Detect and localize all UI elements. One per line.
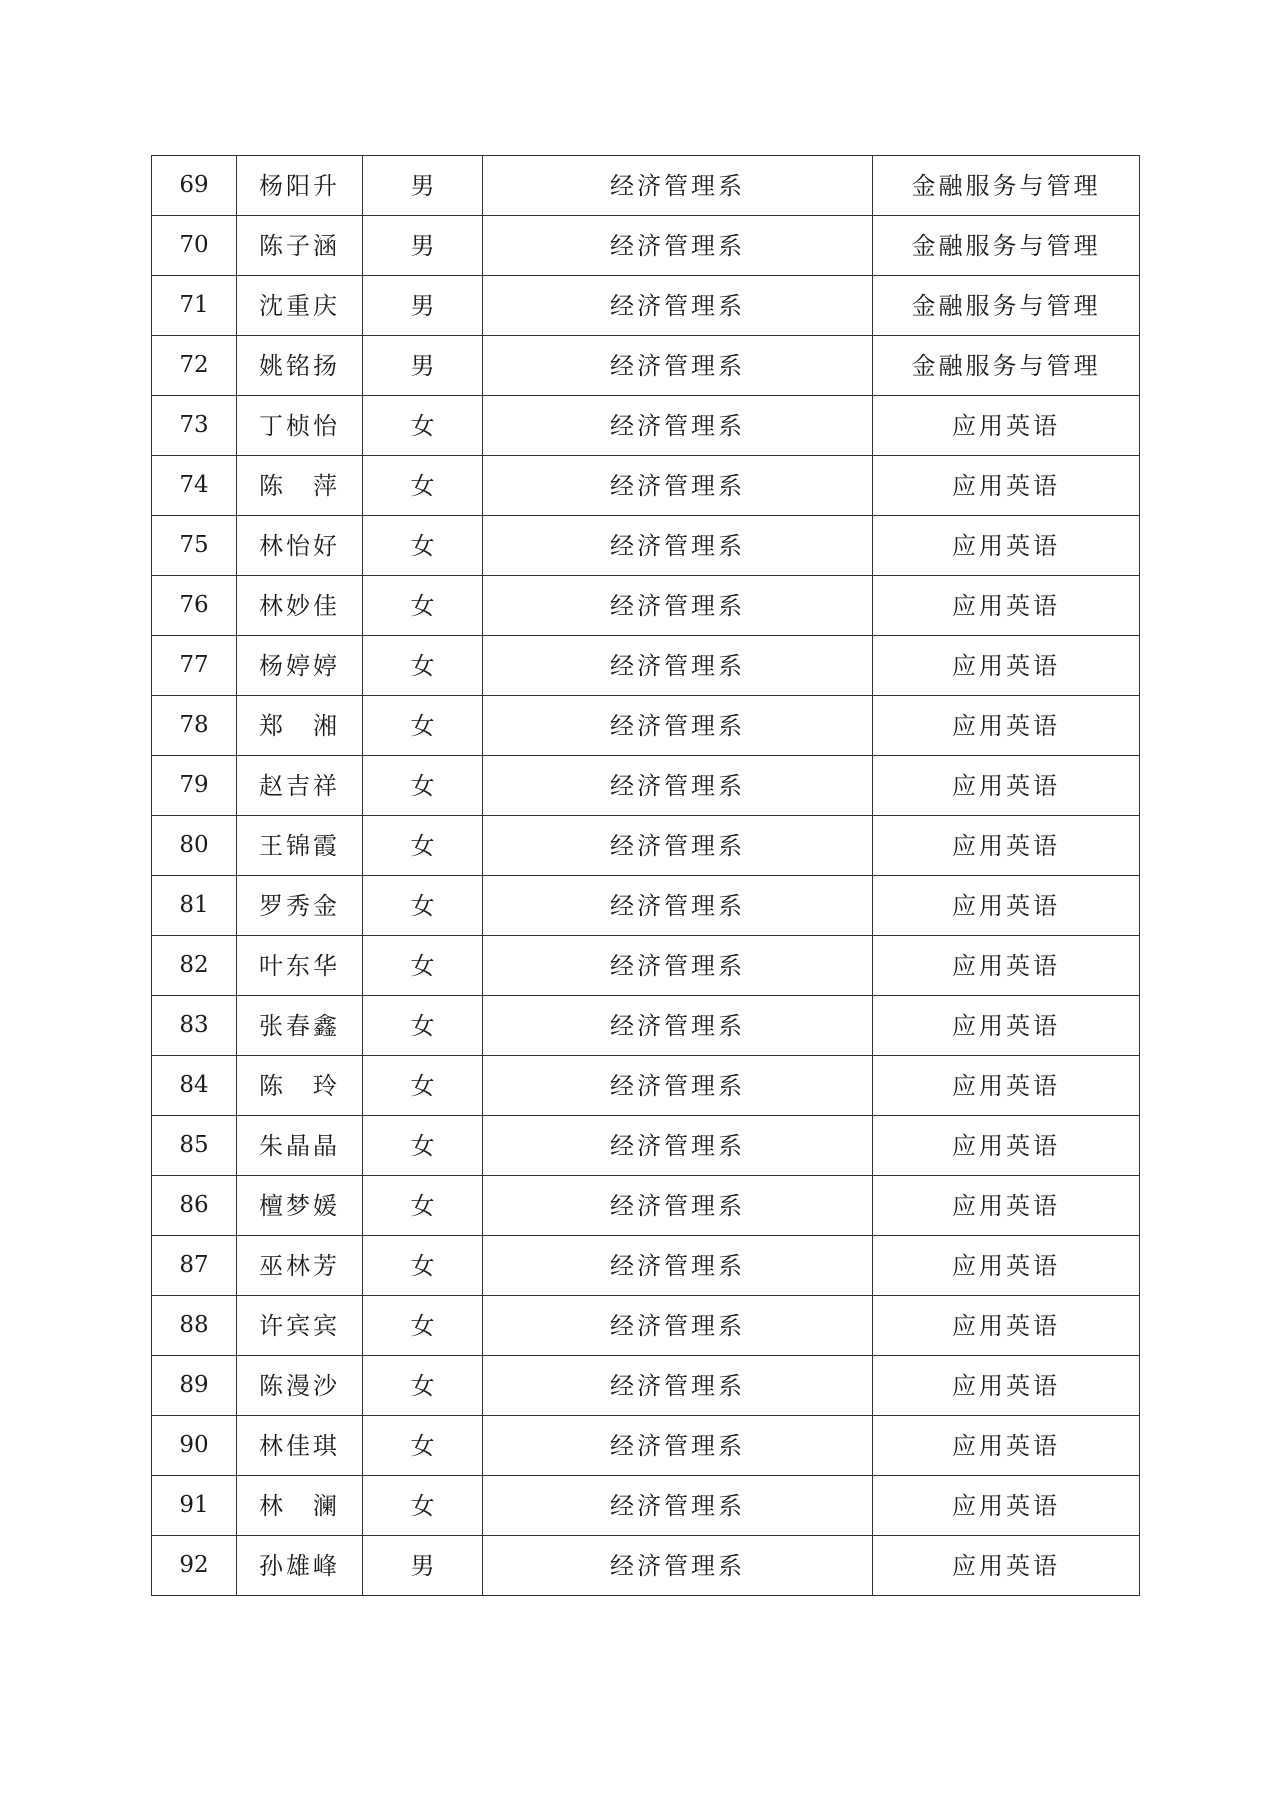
row-number-cell: 73 bbox=[152, 396, 237, 456]
student-name-cell: 林 澜 bbox=[237, 1476, 363, 1536]
row-number-cell: 78 bbox=[152, 696, 237, 756]
table-row bbox=[152, 1296, 1140, 1356]
row-number-cell: 75 bbox=[152, 516, 237, 576]
major-cell: 应用英语 bbox=[873, 1056, 1140, 1116]
table-row bbox=[152, 996, 1140, 1056]
gender-cell: 女 bbox=[363, 876, 483, 936]
major-cell: 应用英语 bbox=[873, 1176, 1140, 1236]
table-row bbox=[152, 1536, 1140, 1596]
student-name-cell: 孙雄峰 bbox=[237, 1536, 363, 1596]
student-name-cell: 赵吉祥 bbox=[237, 756, 363, 816]
row-number-cell: 72 bbox=[152, 336, 237, 396]
gender-cell: 女 bbox=[363, 996, 483, 1056]
gender-cell: 女 bbox=[363, 636, 483, 696]
row-number-cell: 88 bbox=[152, 1296, 237, 1356]
department-cell: 经济管理系 bbox=[483, 1056, 873, 1116]
gender-cell: 男 bbox=[363, 156, 483, 216]
table-row bbox=[152, 1116, 1140, 1176]
table-row bbox=[152, 156, 1140, 216]
department-cell: 经济管理系 bbox=[483, 936, 873, 996]
table-row bbox=[152, 876, 1140, 936]
major-cell: 应用英语 bbox=[873, 1536, 1140, 1596]
major-cell: 应用英语 bbox=[873, 1236, 1140, 1296]
major-cell: 应用英语 bbox=[873, 1296, 1140, 1356]
row-number-cell: 81 bbox=[152, 876, 237, 936]
gender-cell: 女 bbox=[363, 816, 483, 876]
department-cell: 经济管理系 bbox=[483, 576, 873, 636]
department-cell: 经济管理系 bbox=[483, 1296, 873, 1356]
major-cell: 应用英语 bbox=[873, 696, 1140, 756]
department-cell: 经济管理系 bbox=[483, 1356, 873, 1416]
gender-cell: 女 bbox=[363, 1296, 483, 1356]
major-cell: 应用英语 bbox=[873, 996, 1140, 1056]
student-name-cell: 杨阳升 bbox=[237, 156, 363, 216]
gender-cell: 男 bbox=[363, 216, 483, 276]
major-cell: 金融服务与管理 bbox=[873, 156, 1140, 216]
major-cell: 应用英语 bbox=[873, 876, 1140, 936]
major-cell: 应用英语 bbox=[873, 576, 1140, 636]
table-row bbox=[152, 276, 1140, 336]
table-row bbox=[152, 936, 1140, 996]
student-name-cell: 陈 玲 bbox=[237, 1056, 363, 1116]
table-row bbox=[152, 756, 1140, 816]
department-cell: 经济管理系 bbox=[483, 1176, 873, 1236]
student-name-cell: 罗秀金 bbox=[237, 876, 363, 936]
department-cell: 经济管理系 bbox=[483, 816, 873, 876]
gender-cell: 女 bbox=[363, 936, 483, 996]
department-cell: 经济管理系 bbox=[483, 1116, 873, 1176]
row-number-cell: 85 bbox=[152, 1116, 237, 1176]
table-row bbox=[152, 816, 1140, 876]
table-row bbox=[152, 396, 1140, 456]
row-number-cell: 74 bbox=[152, 456, 237, 516]
student-name-cell: 檀梦媛 bbox=[237, 1176, 363, 1236]
department-cell: 经济管理系 bbox=[483, 276, 873, 336]
department-cell: 经济管理系 bbox=[483, 1236, 873, 1296]
table-row bbox=[152, 336, 1140, 396]
major-cell: 金融服务与管理 bbox=[873, 336, 1140, 396]
row-number-cell: 91 bbox=[152, 1476, 237, 1536]
gender-cell: 男 bbox=[363, 1536, 483, 1596]
gender-cell: 女 bbox=[363, 1176, 483, 1236]
gender-cell: 女 bbox=[363, 696, 483, 756]
row-number-cell: 76 bbox=[152, 576, 237, 636]
gender-cell: 男 bbox=[363, 276, 483, 336]
student-roster-table bbox=[151, 155, 1140, 1596]
gender-cell: 女 bbox=[363, 516, 483, 576]
gender-cell: 女 bbox=[363, 1476, 483, 1536]
table-row bbox=[152, 696, 1140, 756]
row-number-cell: 89 bbox=[152, 1356, 237, 1416]
major-cell: 应用英语 bbox=[873, 1116, 1140, 1176]
major-cell: 应用英语 bbox=[873, 1356, 1140, 1416]
row-number-cell: 90 bbox=[152, 1416, 237, 1476]
row-number-cell: 87 bbox=[152, 1236, 237, 1296]
row-number-cell: 84 bbox=[152, 1056, 237, 1116]
major-cell: 金融服务与管理 bbox=[873, 276, 1140, 336]
major-cell: 应用英语 bbox=[873, 1476, 1140, 1536]
row-number-cell: 70 bbox=[152, 216, 237, 276]
student-name-cell: 沈重庆 bbox=[237, 276, 363, 336]
major-cell: 应用英语 bbox=[873, 456, 1140, 516]
student-name-cell: 朱晶晶 bbox=[237, 1116, 363, 1176]
student-name-cell: 张春鑫 bbox=[237, 996, 363, 1056]
department-cell: 经济管理系 bbox=[483, 516, 873, 576]
student-name-cell: 巫林芳 bbox=[237, 1236, 363, 1296]
table-row bbox=[152, 576, 1140, 636]
major-cell: 金融服务与管理 bbox=[873, 216, 1140, 276]
gender-cell: 女 bbox=[363, 1416, 483, 1476]
department-cell: 经济管理系 bbox=[483, 396, 873, 456]
major-cell: 应用英语 bbox=[873, 516, 1140, 576]
department-cell: 经济管理系 bbox=[483, 1476, 873, 1536]
department-cell: 经济管理系 bbox=[483, 876, 873, 936]
department-cell: 经济管理系 bbox=[483, 156, 873, 216]
department-cell: 经济管理系 bbox=[483, 996, 873, 1056]
gender-cell: 女 bbox=[363, 1236, 483, 1296]
department-cell: 经济管理系 bbox=[483, 1536, 873, 1596]
student-name-cell: 杨婷婷 bbox=[237, 636, 363, 696]
table-row bbox=[152, 1236, 1140, 1296]
department-cell: 经济管理系 bbox=[483, 636, 873, 696]
table-row bbox=[152, 216, 1140, 276]
table-row bbox=[152, 516, 1140, 576]
gender-cell: 男 bbox=[363, 336, 483, 396]
major-cell: 应用英语 bbox=[873, 936, 1140, 996]
table-row bbox=[152, 1416, 1140, 1476]
department-cell: 经济管理系 bbox=[483, 1416, 873, 1476]
student-name-cell: 林怡好 bbox=[237, 516, 363, 576]
table-row bbox=[152, 1176, 1140, 1236]
department-cell: 经济管理系 bbox=[483, 336, 873, 396]
gender-cell: 女 bbox=[363, 1056, 483, 1116]
row-number-cell: 92 bbox=[152, 1536, 237, 1596]
table-row bbox=[152, 456, 1140, 516]
student-name-cell: 陈 萍 bbox=[237, 456, 363, 516]
major-cell: 应用英语 bbox=[873, 636, 1140, 696]
table-row bbox=[152, 1356, 1140, 1416]
student-name-cell: 王锦霞 bbox=[237, 816, 363, 876]
row-number-cell: 83 bbox=[152, 996, 237, 1056]
gender-cell: 女 bbox=[363, 1356, 483, 1416]
student-name-cell: 郑 湘 bbox=[237, 696, 363, 756]
row-number-cell: 69 bbox=[152, 156, 237, 216]
student-name-cell: 丁桢怡 bbox=[237, 396, 363, 456]
row-number-cell: 80 bbox=[152, 816, 237, 876]
department-cell: 经济管理系 bbox=[483, 216, 873, 276]
row-number-cell: 86 bbox=[152, 1176, 237, 1236]
student-name-cell: 林佳琪 bbox=[237, 1416, 363, 1476]
gender-cell: 女 bbox=[363, 456, 483, 516]
major-cell: 应用英语 bbox=[873, 816, 1140, 876]
student-name-cell: 姚铭扬 bbox=[237, 336, 363, 396]
row-number-cell: 82 bbox=[152, 936, 237, 996]
row-number-cell: 71 bbox=[152, 276, 237, 336]
roster-body bbox=[152, 156, 1140, 1596]
department-cell: 经济管理系 bbox=[483, 456, 873, 516]
gender-cell: 女 bbox=[363, 576, 483, 636]
student-name-cell: 陈漫沙 bbox=[237, 1356, 363, 1416]
student-name-cell: 林妙佳 bbox=[237, 576, 363, 636]
gender-cell: 女 bbox=[363, 1116, 483, 1176]
gender-cell: 女 bbox=[363, 396, 483, 456]
row-number-cell: 79 bbox=[152, 756, 237, 816]
table-row bbox=[152, 1056, 1140, 1116]
table-row bbox=[152, 636, 1140, 696]
major-cell: 应用英语 bbox=[873, 756, 1140, 816]
row-number-cell: 77 bbox=[152, 636, 237, 696]
student-name-cell: 陈子涵 bbox=[237, 216, 363, 276]
major-cell: 应用英语 bbox=[873, 396, 1140, 456]
department-cell: 经济管理系 bbox=[483, 756, 873, 816]
major-cell: 应用英语 bbox=[873, 1416, 1140, 1476]
gender-cell: 女 bbox=[363, 756, 483, 816]
student-name-cell: 叶东华 bbox=[237, 936, 363, 996]
department-cell: 经济管理系 bbox=[483, 696, 873, 756]
table-row bbox=[152, 1476, 1140, 1536]
student-name-cell: 许宾宾 bbox=[237, 1296, 363, 1356]
